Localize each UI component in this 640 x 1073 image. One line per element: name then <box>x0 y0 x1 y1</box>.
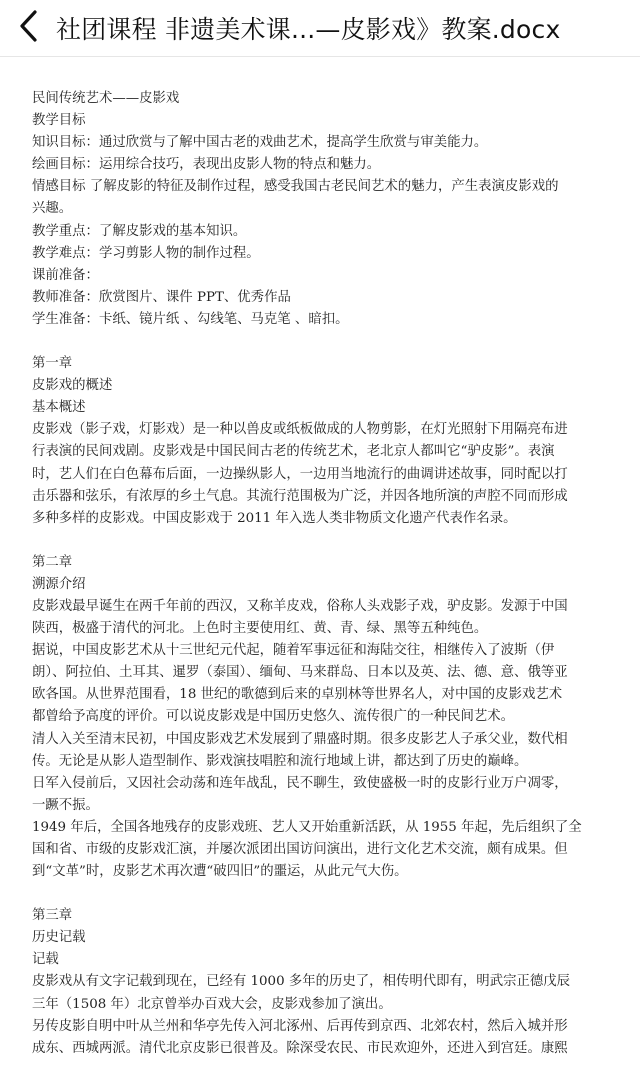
document-line: 成东、西城两派。清代北京皮影已很普及。除深受农民、市民欢迎外，还进入到宫廷。康熙 <box>32 1040 568 1056</box>
document-line: 第三章 <box>32 908 73 924</box>
document-line: 皮影戏最早诞生在两千年前的西汉，又称羊皮戏，俗称人头戏影子戏，驴皮影。发源于中国 <box>32 598 568 614</box>
document-line: 教学目标 <box>32 113 86 129</box>
document-line: 多种多样的皮影戏。中国皮影戏于 2011 年入选人类非物质文化遗产代表作名录。 <box>32 510 517 526</box>
document-line: 都曾给予高度的评价。可以说皮影戏是中国历史悠久、流传很广的一种民间艺术。 <box>32 709 515 725</box>
document-line: 溯源介绍 <box>32 576 86 592</box>
document-line: 兴趣。 <box>32 201 73 217</box>
document-line: 国和省、市级的皮影戏汇演，并屡次派团出国访问演出，进行文化艺术交流，颇有成果。但 <box>32 842 568 857</box>
document-line: 三年（1508 年）北京曾举办百戏大会，皮影戏参加了演出。 <box>32 996 392 1012</box>
document-line: 皮影戏的概述 <box>32 378 113 394</box>
document-line: 清人入关至清末民初，中国皮影戏艺术发展到了鼎盛时期。很多皮影艺人子承父业，数代相 <box>32 731 568 747</box>
document-line: 基本概述 <box>32 400 86 416</box>
document-line: 教学重点：了解皮影戏的基本知识。 <box>32 223 247 239</box>
document-line: 历史记载 <box>32 930 86 946</box>
document-line: 时，艺人们在白色幕布后面，一边操纵影人，一边用当地流行的曲调讲述故事，同时配以打 <box>32 466 568 482</box>
document-title: 社团课程 非遗美术课...—皮影戏》教案.docx <box>56 15 561 44</box>
document-line: 到“文革”时，皮影艺术再次遭“破四旧”的噩运，从此元气大伤。 <box>32 864 408 880</box>
document-line: 皮影戏从有文字记载到现在，已经有 1000 多年的历史了，相传明代即有，明武宗正德戊辰 <box>32 974 571 990</box>
document-line: 知识目标：通过欣赏与了解中国古老的戏曲艺术，提高学生欣赏与审美能力。 <box>32 135 488 151</box>
top-bar <box>0 0 640 57</box>
document-line: 欧各国。从世界范围看，18 世纪的歌德到后来的卓别林等世界名人，对中国的皮影戏艺术 <box>32 687 563 703</box>
document-line: 情感目标 了解皮影的特征及制作过程，感受我国古老民间艺术的魅力，产生表演皮影戏的 <box>32 179 559 195</box>
document-line: 第二章 <box>32 554 73 570</box>
document-body <box>32 88 617 1060</box>
back-button[interactable] <box>0 0 56 56</box>
document-line: 绘画目标：运用综合技巧，表现出皮影人物的特点和魅力。 <box>32 157 381 173</box>
chevron-left-icon <box>17 9 39 47</box>
document-line: 第一章 <box>32 356 73 372</box>
document-line: 传。无论是从影人造型制作、影戏演技唱腔和流行地域上讲，都达到了历史的巅峰。 <box>32 753 528 769</box>
document-line: 一蹶不振。 <box>32 797 99 813</box>
document-line: 民间传统艺术——皮影戏 <box>32 91 180 106</box>
paragraph-gap <box>32 331 617 353</box>
document-line: 朗）、阿拉伯、土耳其、暹罗（泰国）、缅甸、马来群岛、日本以及英、法、德、意、俄等亚 <box>32 665 568 681</box>
document-line: 另传皮影自明中叶从兰州和华亭先传入河北涿州、后再传到京西、北郊农村，然后入城并形 <box>32 1018 568 1034</box>
document-line: 1949 年后，全国各地残存的皮影戏班、艺人又开始重新活跃，从 1955 年起，先后组织了全 <box>32 819 582 835</box>
document-line: 皮影戏（影子戏，灯影戏）是一种以兽皮或纸板做成的人物剪影，在灯光照射下用隔亮布进 <box>32 422 568 438</box>
document-line: 陕西，极盛于清代的河北。上色时主要使用红、黄、青、绿、黑等五种纯色。 <box>32 621 488 637</box>
document-line: 击乐器和弦乐，有浓厚的乡土气息。其流行范围极为广泛，并因各地所演的声腔不同而形成 <box>32 488 568 504</box>
document-line: 记载 <box>32 952 59 968</box>
document-line: 日军入侵前后，又因社会动荡和连年战乱，民不聊生，致使盛极一时的皮影行业万户凋零， <box>32 775 568 791</box>
paragraph-gap <box>32 883 617 905</box>
paragraph-gap <box>32 530 617 552</box>
document-line: 教学难点：学习剪影人物的制作过程。 <box>32 245 260 261</box>
document-line: 教师准备：欣赏图片、课件 PPT、优秀作品 <box>32 289 291 305</box>
document-line: 课前准备： <box>32 267 99 283</box>
document-line: 行表演的民间戏剧。皮影戏是中国民间古老的传统艺术，老北京人都叫它“驴皮影”。表演 <box>32 444 555 460</box>
document-line: 据说，中国皮影艺术从十三世纪元代起，随着军事远征和海陆交往，相继传入了波斯（伊 <box>32 643 555 659</box>
document-line: 学生准备：卡纸、镜片纸 、勾线笔、马克笔 、暗扣。 <box>32 311 349 327</box>
